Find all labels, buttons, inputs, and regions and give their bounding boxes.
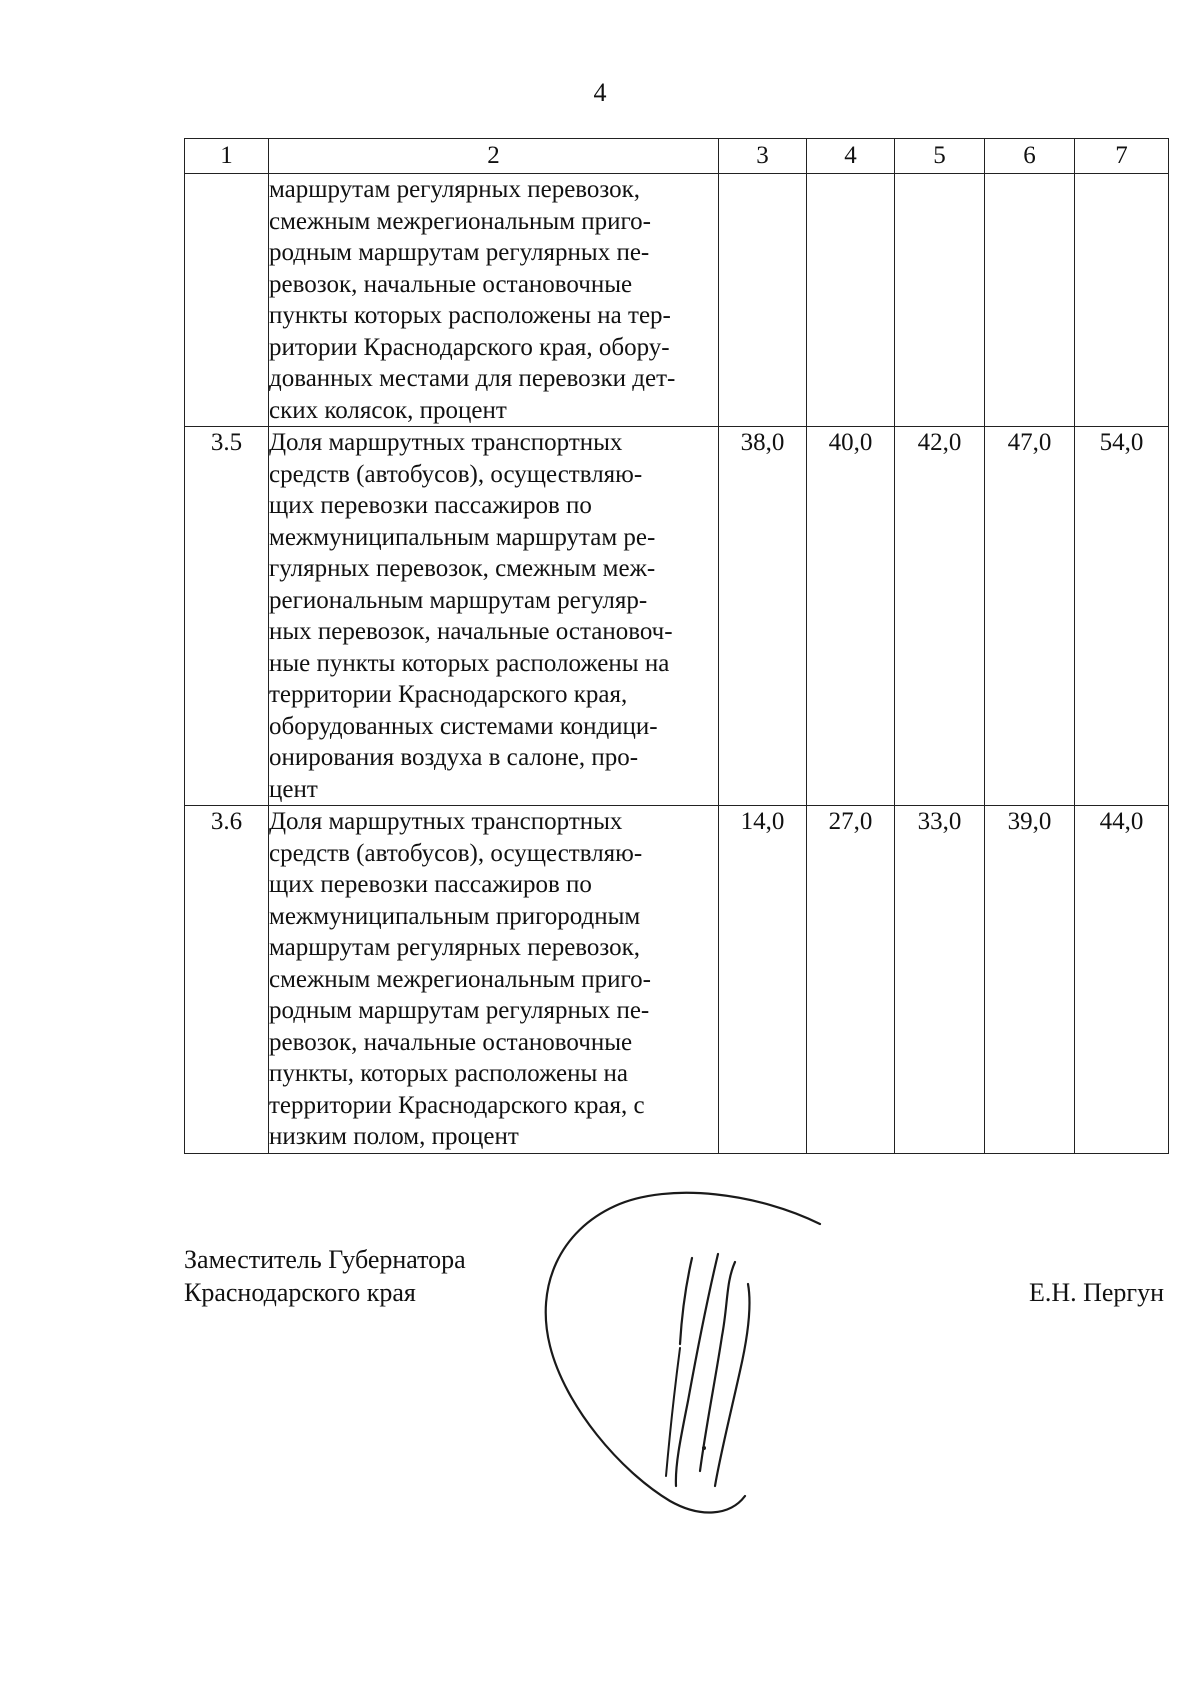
value-cell: 39,0 [985,806,1075,1154]
description-line: смежным межрегиональным приго- [269,965,651,993]
column-header: 6 [985,139,1075,174]
value-cell [985,174,1075,427]
row-number-cell: 3.5 [185,427,269,806]
row-number-cell [185,174,269,427]
value-cell: 54,0 [1075,427,1169,806]
description-line: межмуниципальным маршрутам ре- [269,523,656,551]
position-line: Краснодарского края [184,1278,416,1307]
column-header: 5 [895,139,985,174]
value-cell: 38,0 [719,427,807,806]
description-line: пункты которых расположены на тер- [269,302,671,329]
description-line: ритории Краснодарского края, обору- [269,333,670,361]
description-line: маршрутам регулярных перевозок, [269,176,641,203]
value-cell: 40,0 [807,427,895,806]
description-line: гулярных перевозок, смежным меж- [269,555,656,582]
indicator-description-cell [269,806,719,1154]
column-header: 4 [807,139,895,174]
description-line: ских колясок, процент [269,396,507,424]
indicator-description-cell [269,174,719,427]
description-line: дованных местами для перевозки дет- [269,365,676,392]
description-line: щих перевозки пассажиров по [269,492,592,519]
column-header: 1 [185,139,269,174]
value-cell: 33,0 [895,806,985,1154]
column-header: 7 [1075,139,1169,174]
description-line: ные пункты которых расположены на [269,649,670,677]
description-line: средств (автобусов), осуществляю- [269,839,643,867]
description-line: ных перевозок, начальные остановоч- [269,618,673,645]
description-line: щих перевозки пассажиров по [269,871,592,898]
value-cell [719,174,807,427]
description-line: родным маршрутам регулярных пе- [269,997,650,1024]
description-line: низким полом, процент [269,1123,519,1150]
value-cell: 14,0 [719,806,807,1154]
table-row [185,174,1169,427]
value-cell [895,174,985,427]
signatory-position [184,1243,466,1309]
column-header: 2 [269,139,719,174]
row-number-cell: 3.6 [185,806,269,1154]
page-number: 4 [593,78,607,107]
description-line: онирования воздуха в салоне, про- [269,744,639,771]
description-line: территории Краснодарского края, [269,681,628,708]
description-line: региональным маршрутам регуляр- [269,586,648,614]
table-header-row [185,139,1169,174]
description-line: межмуниципальным пригородным [269,902,641,930]
table-row [185,427,1169,806]
description-line: цент [269,775,318,803]
indicator-description-cell [269,427,719,806]
description-line: ревозок, начальные остановочные [269,1028,633,1056]
description-line: Доля маршрутных транспортных [269,808,623,835]
description-line: смежным межрегиональным приго- [269,207,651,235]
indicators-table [184,138,1169,1154]
description-line: родным маршрутам регулярных пе- [269,239,650,266]
position-line: Заместитель Губернатора [184,1245,466,1274]
description-line: Доля маршрутных транспортных [269,429,623,456]
description-line: маршрутам регулярных перевозок, [269,934,641,961]
handwritten-signature [530,1186,830,1526]
signatory-name: Е.Н. Пергун [1028,1278,1164,1307]
table-row [185,806,1169,1154]
value-cell: 27,0 [807,806,895,1154]
value-cell [807,174,895,427]
value-cell: 44,0 [1075,806,1169,1154]
value-cell: 47,0 [985,427,1075,806]
description-line: ревозок, начальные остановочные [269,270,633,298]
description-line: территории Краснодарского края, с [269,1091,645,1119]
description-line: средств (автобусов), осуществляю- [269,460,643,488]
value-cell: 42,0 [895,427,985,806]
description-line: пункты, которых расположены на [269,1060,629,1087]
value-cell [1075,174,1169,427]
description-line: оборудованных системами кондици- [269,712,658,740]
column-header: 3 [719,139,807,174]
